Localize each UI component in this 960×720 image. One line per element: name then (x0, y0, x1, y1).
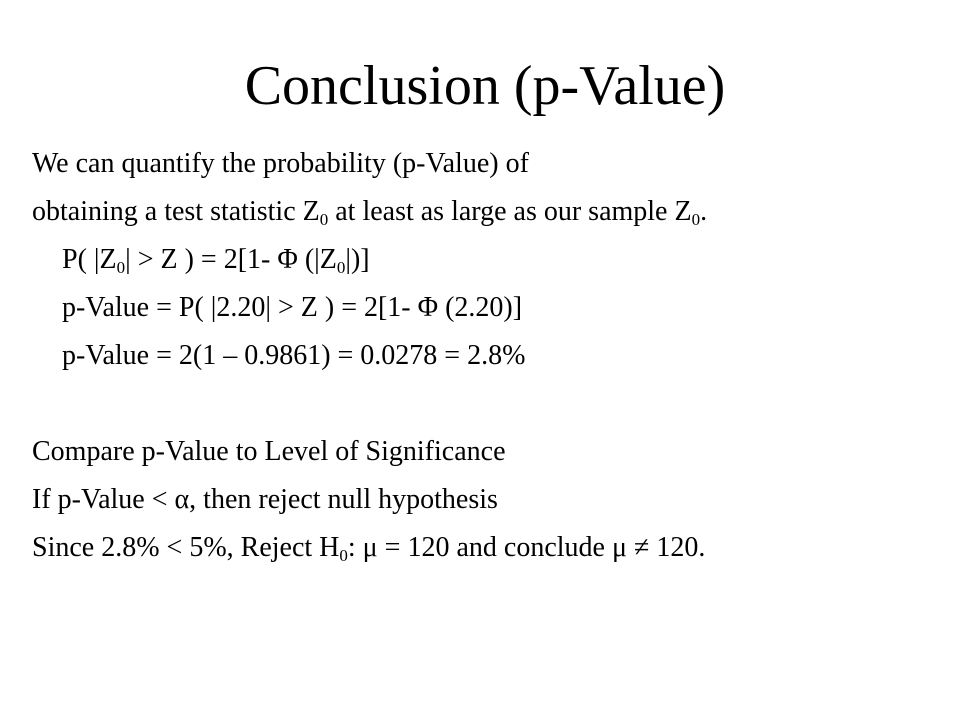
subscript: 0 (691, 210, 701, 229)
text-line-intro: We can quantify the probability (p-Value) of (32, 148, 529, 179)
text-line-test-statistic (32, 188, 707, 236)
line-segment: obtaining a test statistic Z (32, 196, 320, 227)
subscript: 0 (116, 258, 126, 277)
line-segment: : μ = 120 and conclude μ ≠ 120. (347, 532, 706, 563)
formula-p-value-result: p-Value = 2(1 – 0.9861) = 0.0278 = 2.8% (62, 340, 526, 371)
text-line-compare: Compare p-Value to Level of Significance (32, 436, 506, 467)
line-segment: | > Z ) = 2[1- Φ (|Z (125, 244, 337, 275)
formula-p-general (32, 236, 707, 284)
text-line-rule: If p-Value < α, then reject null hypothesis (32, 484, 498, 515)
subscript: 0 (336, 258, 346, 277)
slide-title: Conclusion (p-Value) (244, 55, 726, 117)
slide-body (32, 140, 707, 572)
blank-line (32, 380, 707, 428)
subscript: 0 (339, 546, 348, 565)
text-line-conclusion (32, 524, 707, 572)
line-segment: Since 2.8% < 5%, Reject H (32, 532, 340, 563)
line-segment: . (700, 196, 708, 227)
line-segment: |)] (345, 244, 370, 275)
line-segment: P( |Z (62, 244, 117, 275)
formula-p-value: p-Value = P( |2.20| > Z ) = 2[1- Φ (2.20)] (62, 292, 523, 323)
subscript: 0 (319, 210, 329, 229)
line-segment: at least as large as our sample Z (328, 196, 692, 227)
